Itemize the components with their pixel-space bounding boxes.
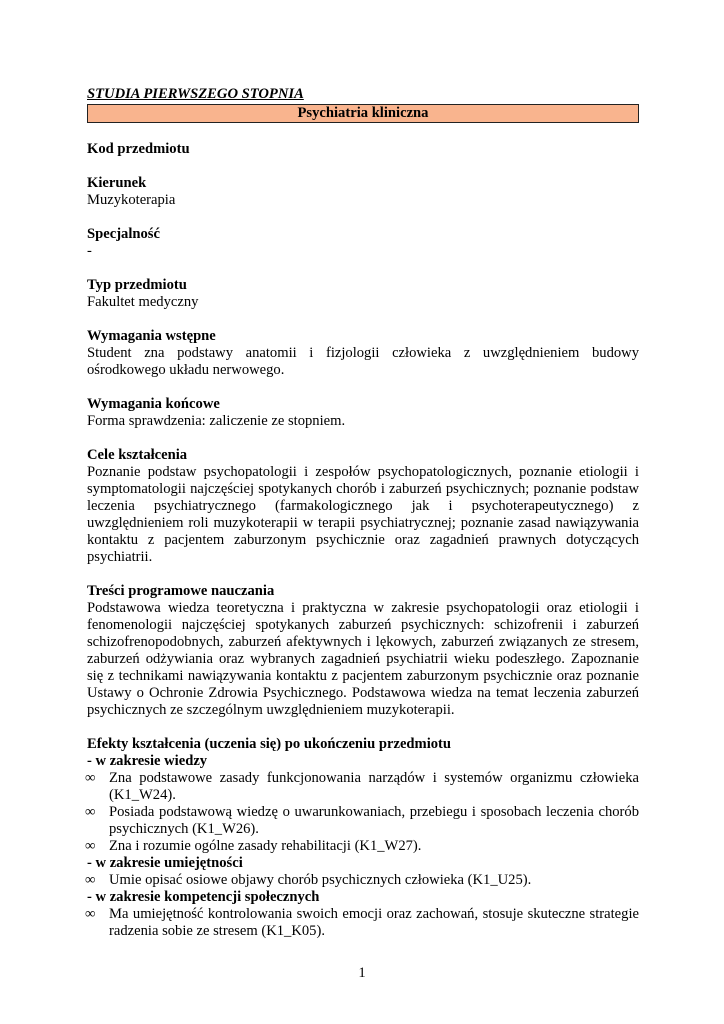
section-kierunek xyxy=(87,175,639,209)
list-item-text: Zna i rozumie ogólne zasady rehabilitacji (K1_W27). xyxy=(109,838,422,854)
typ-heading: Typ przedmiotu xyxy=(87,277,187,293)
infinity-bullet-icon: ∞ xyxy=(85,770,96,786)
list-item-text: Zna podstawowe zasady funkcjonowania narządów i systemów organizmu człowieka (K1_W24). xyxy=(109,770,639,803)
list-item-text: Posiada podstawową wiedzę o uwarunkowaniach, przebiegu i sposobach leczenia chorób psychicznych (K1_W26). xyxy=(109,804,639,837)
course-title-bar: Psychiatria kliniczna xyxy=(87,104,639,123)
section-tresci xyxy=(87,583,639,719)
page-number: 1 xyxy=(358,965,366,981)
umiejetnosci-label: - w zakresie umiejętności xyxy=(87,855,243,871)
list-item xyxy=(87,838,639,855)
list-item xyxy=(87,872,639,889)
tresci-heading: Treści programowe nauczania xyxy=(87,583,275,599)
specjalnosc-value: - xyxy=(87,243,92,259)
wymagania-wstepne-heading: Wymagania wstępne xyxy=(87,328,216,344)
kompetencje-label: - w zakresie kompetencji społecznych xyxy=(87,889,320,905)
list-item-text: Umie opisać osiowe objawy chorób psychicznych człowieka (K1_U25). xyxy=(109,872,532,888)
study-level-title: STUDIA PIERWSZEGO STOPNIA xyxy=(87,86,304,102)
list-item xyxy=(87,906,639,940)
infinity-bullet-icon: ∞ xyxy=(85,838,96,854)
cele-heading: Cele kształcenia xyxy=(87,447,188,463)
list-item xyxy=(87,804,639,838)
list-item xyxy=(87,770,639,804)
specjalnosc-heading: Specjalność xyxy=(87,226,160,242)
kompetencje-list xyxy=(87,906,639,940)
wiedza-list xyxy=(87,770,639,855)
section-wymagania-wstepne xyxy=(87,328,639,379)
cele-text: Poznanie podstaw psychopatologii i zespołów psychopatologicznych, poznanie etiologii i symptomatologii najczęściej spotykanych chorób i zaburzeń psychicznych; poznanie podstaw leczenia psychiatrycznego (farmakologicznego jak i psychoterapeutycznego) z uwzględnieniem roli muzykoterapii w terapii psychiatrycznej; poznanie zasad nawiązywania kontaktu z pacjentem zaburzonym psychicznie oraz zagadnień prawnych dotyczących psychiatrii. xyxy=(87,464,639,565)
section-efekty xyxy=(87,736,639,940)
section-wymagania-koncowe xyxy=(87,396,639,430)
section-cele xyxy=(87,447,639,566)
kod-heading: Kod przedmiotu xyxy=(87,141,190,157)
list-item-text: Ma umiejętność kontrolowania swoich emocji oraz zachowań, stosuje skuteczne strategie radzenia sobie ze stresem (K1_K05). xyxy=(109,906,639,939)
tresci-text: Podstawowa wiedza teoretyczna i praktyczna w zakresie psychopatologii oraz etiologii i fenomenologii najczęściej spotykanych zaburzeń psychicznych: schizofrenii i zaburzeń schizofrenopodobnych, zaburzeń afektywnych i lękowych, zaburzeń związanych ze stresem, zaburzeń odżywiania oraz wybranych zagadnień psychiatrii wieku podeszłego. Zapoznanie się z technikami nawiązywania kontaktu z pacjentem zaburzonym psychicznie oraz poznanie Ustawy o Ochronie Zdrowia Psychicznego. Podstawowa wiedza na temat leczenia zaburzeń psychicznych ze szczególnym uwzględnieniem muzykoterapii. xyxy=(87,600,639,718)
kierunek-value: Muzykoterapia xyxy=(87,192,176,208)
document-page xyxy=(87,86,639,940)
wymagania-wstepne-text: Student zna podstawy anatomii i fizjologii człowieka z uwzględnieniem budowy ośrodkowego układu nerwowego. xyxy=(87,345,639,378)
section-typ xyxy=(87,277,639,311)
kierunek-heading: Kierunek xyxy=(87,175,147,191)
infinity-bullet-icon: ∞ xyxy=(85,872,96,888)
section-kod xyxy=(87,141,639,158)
wiedza-label: - w zakresie wiedzy xyxy=(87,753,208,769)
umiejetnosci-list xyxy=(87,872,639,889)
section-specjalnosc xyxy=(87,226,639,260)
efekty-heading: Efekty kształcenia (uczenia się) po ukończeniu przedmiotu xyxy=(87,736,452,752)
infinity-bullet-icon: ∞ xyxy=(85,906,96,922)
infinity-bullet-icon: ∞ xyxy=(85,804,96,820)
wymagania-koncowe-text: Forma sprawdzenia: zaliczenie ze stopniem. xyxy=(87,413,346,429)
typ-value: Fakultet medyczny xyxy=(87,294,199,310)
wymagania-koncowe-heading: Wymagania końcowe xyxy=(87,396,220,412)
